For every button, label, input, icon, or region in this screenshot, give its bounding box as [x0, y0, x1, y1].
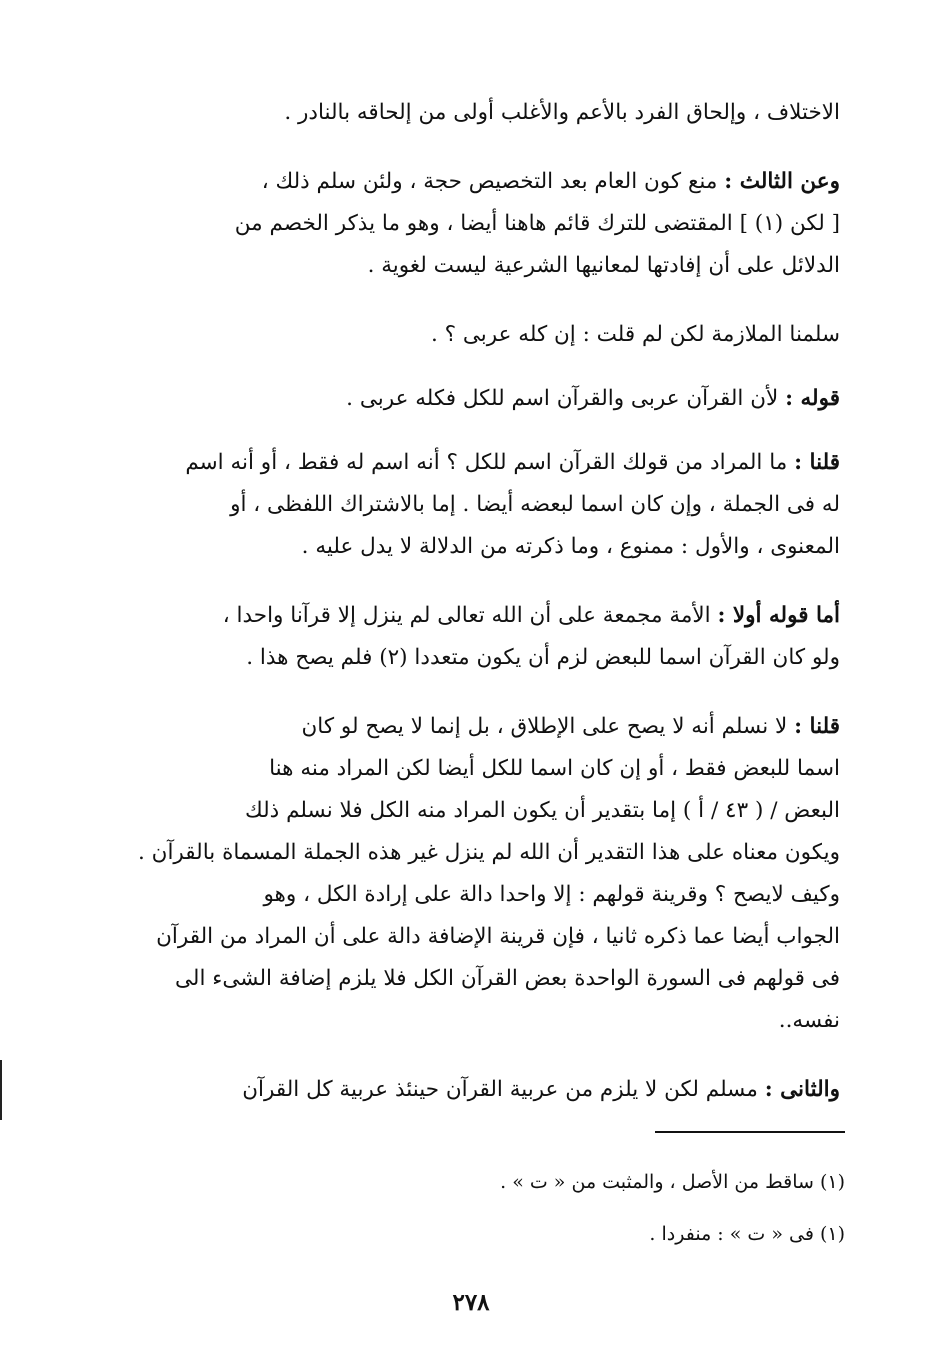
text-line	[118, 161, 840, 203]
text-span: مسلم لكن لا يلزم من عربية القرآن حينئذ عربية كل القرآن	[242, 1077, 765, 1102]
paragraph-5	[118, 442, 840, 568]
text-line	[118, 1069, 840, 1111]
paragraph-6	[118, 595, 840, 679]
paragraph-8	[118, 1069, 840, 1111]
scan-edge-mark	[0, 1060, 2, 1120]
paragraph-lead: وعن الثالث :	[724, 169, 840, 194]
text-line: البعض / ( ٤٣ / أ ) إما بتقدير أن يكون المراد منه الكل فلا نسلم ذلك	[245, 798, 840, 823]
paragraph-3	[118, 314, 840, 356]
text-line: المعنوى ، والأول : ممنوع ، وما ذكرته من الدلالة لا يدل عليه .	[301, 534, 840, 559]
text-line: الجواب أيضا عما ذكره ثانيا ، فإن قرينة الإضافة دالة على أن المراد من القرآن	[156, 924, 840, 949]
text-line: الاختلاف ، وإلحاق الفرد بالأعم والأغلب أولى من إلحاقه بالنادر .	[284, 100, 840, 125]
paragraph-4	[118, 378, 840, 420]
footnote-2: (١) فى « ت » : منفردا .	[649, 1223, 845, 1245]
paragraph-7	[118, 706, 840, 1042]
paragraph-lead: قوله :	[785, 386, 840, 411]
page-body	[118, 92, 840, 1138]
text-line: الدلائل على أن إفادتها لمعانيها الشرعية ليست لغوية .	[367, 253, 840, 278]
footnote-divider	[655, 1131, 845, 1133]
footnotes	[300, 1156, 845, 1260]
text-span: لأن القرآن عربى والقرآن اسم للكل فكله عربى .	[346, 386, 786, 411]
text-line	[118, 706, 840, 748]
text-line: ولو كان القرآن اسما للبعض لزم أن يكون متعددا (٢) فلم يصح هذا .	[246, 645, 840, 670]
text-line: [ لكن (١) ] المقتضى للترك قائم هاهنا أيضا ، وهو ما يذكر الخصم من	[234, 211, 840, 236]
text-line	[118, 442, 840, 484]
text-line: وكيف لايصح ؟ وقرينة قولهم : إلا واحدا دالة على إرادة الكل ، وهو	[263, 882, 840, 907]
text-line: ويكون معناه على هذا التقدير أن الله لم ينزل غير هذه الجملة المسماة بالقرآن .	[138, 840, 840, 865]
text-line: اسما للبعض فقط ، أو إن كان اسما للكل أيضا لكن المراد منه هنا	[269, 756, 840, 781]
text-span: منع كون العام بعد التخصيص حجة ، ولئن سلم ذلك ،	[261, 169, 725, 194]
page-number: ٢٧٨	[452, 1289, 490, 1316]
text-span: الأمة مجمعة على أن الله تعالى لم ينزل إلا قرآنا واحدا ،	[222, 603, 718, 628]
text-line: سلمنا الملازمة لكن لم قلت : إن كله عربى ؟ .	[430, 322, 840, 347]
text-span: لا نسلم أنه لا يصح على الإطلاق ، بل إنما لا يصح لو كان	[301, 714, 795, 739]
text-line	[118, 378, 840, 420]
paragraph-lead: والثانى :	[764, 1077, 840, 1102]
paragraph-1	[118, 92, 840, 134]
text-span: ما المراد من قولك القرآن اسم للكل ؟ أنه اسم له فقط ، أو أنه اسم	[185, 450, 795, 475]
footnote-1: (١) ساقط من الأصل ، والمثبت من « ت » .	[500, 1171, 845, 1193]
paragraph-2	[118, 161, 840, 287]
text-line: له فى الجملة ، وإن كان اسما لبعضه أيضا . إما بالاشتراك اللفظى ، أو	[230, 492, 840, 517]
text-line	[118, 595, 840, 637]
paragraph-lead: قلنا :	[794, 714, 840, 739]
text-line: نفسه..	[778, 1008, 840, 1033]
text-line: فى قولهم فى السورة الواحدة بعض القرآن الكل فلا يلزم إضافة الشىء الى	[174, 966, 840, 991]
paragraph-lead: قلنا :	[794, 450, 840, 475]
paragraph-lead: أما قوله أولا :	[717, 603, 840, 628]
